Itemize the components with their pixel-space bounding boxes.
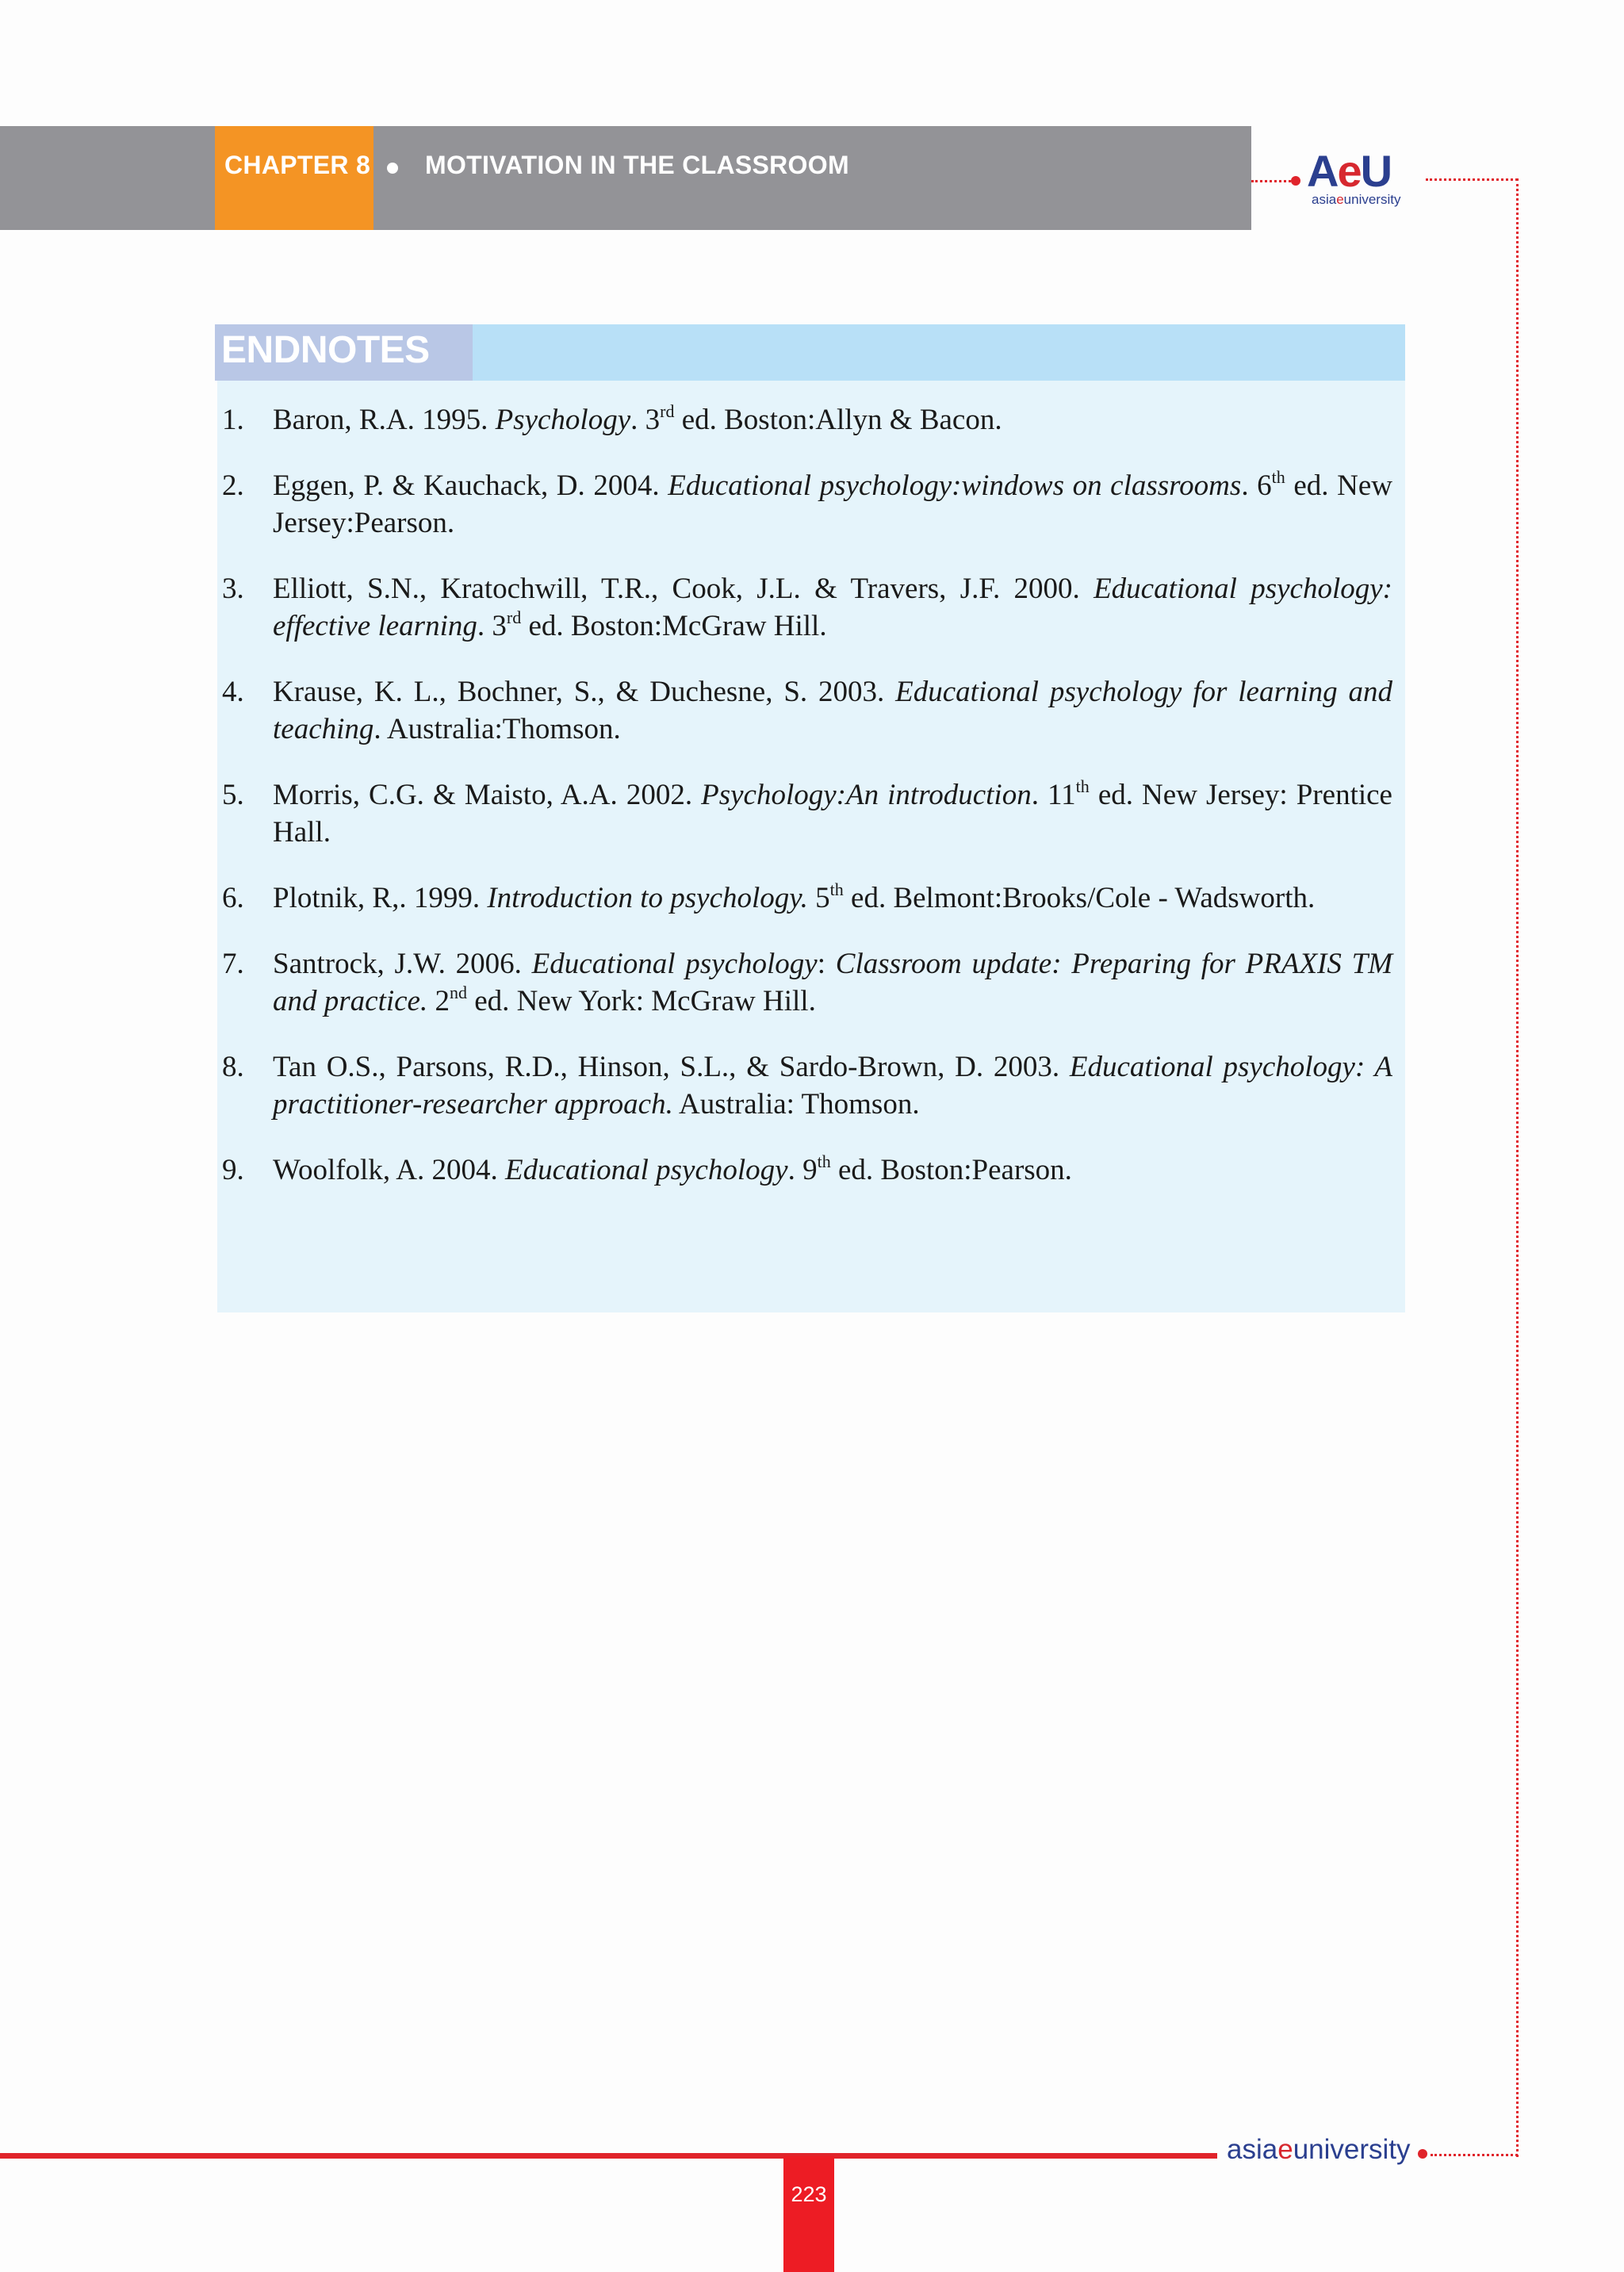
endnote-item: 2. Eggen, P. & Kauchack, D. 2004. Educational psychology:windows on classrooms. 6th ed. New Jersey:Pearson. (222, 467, 1392, 539)
chapter-label: CHAPTER 8 (224, 151, 371, 179)
page-number: 223 (791, 2182, 827, 2206)
endnote-item: 8. Tan O.S., Parsons, R.D., Hinson, S.L., & Sardo-Brown, D. 2003. Educational psychology: A practitioner-researcher approach. Australia: Thomson. (222, 1051, 1393, 1121)
endnote-item: 3. Elliott, S.N., Kratochwill, T.R., Cook, J.L. & Travers, J.F. 2000. Educational psychology: effective learning. 3rd ed. Boston:McGraw Hill. (222, 573, 1392, 642)
footer-red-dot-icon (1418, 2149, 1427, 2159)
logo-mark: AeU (1307, 146, 1392, 196)
dotted-line-left-of-logo (1251, 180, 1295, 182)
endnote-item: 1. Baron, R.A. 1995. Psychology. 3rd ed. Boston:Allyn & Bacon. (222, 401, 1002, 436)
page-number-box (783, 2156, 834, 2272)
logo-subtitle: asiaeuniversity (1312, 192, 1401, 207)
footer-brand: asiaeuniversity (1227, 2134, 1411, 2165)
endnote-item: 4. Krause, K. L., Bochner, S., & Duchesne, S. 2003. Educational psychology for learning and teaching. Australia:Thomson. (222, 676, 1392, 745)
endnote-item: 9. Woolfolk, A. 2004. Educational psychology. 9th ed. Boston:Pearson. (222, 1151, 1072, 1186)
footer-rule (0, 2153, 1217, 2159)
dotted-page-border (1516, 178, 1519, 2157)
endnotes-list (222, 401, 1392, 1217)
bullet-separator-icon (387, 163, 398, 174)
footer-dotted-line (1431, 2154, 1518, 2156)
endnote-item: 7. Santrock, J.W. 2006. Educational psychology: Classroom update: Preparing for PRAXIS TM and practice. 2nd ed. New York: McGraw Hill. (222, 948, 1393, 1017)
chapter-title: MOTIVATION IN THE CLASSROOM (425, 151, 849, 179)
red-dot-icon (1291, 176, 1300, 186)
dotted-line-right-of-logo (1426, 178, 1518, 181)
endnote-item: 6. Plotnik, R,. 1999. Introduction to psychology. 5th ed. Belmont:Brooks/Cole - Wadsworth. (222, 879, 1316, 914)
endnote-item: 5. Morris, C.G. & Maisto, A.A. 2002. Psychology:An introduction. 11th ed. New Jersey: Prentice Hall. (222, 776, 1392, 849)
aeu-logo (1307, 146, 1401, 208)
endnotes-heading: ENDNOTES (221, 329, 430, 371)
